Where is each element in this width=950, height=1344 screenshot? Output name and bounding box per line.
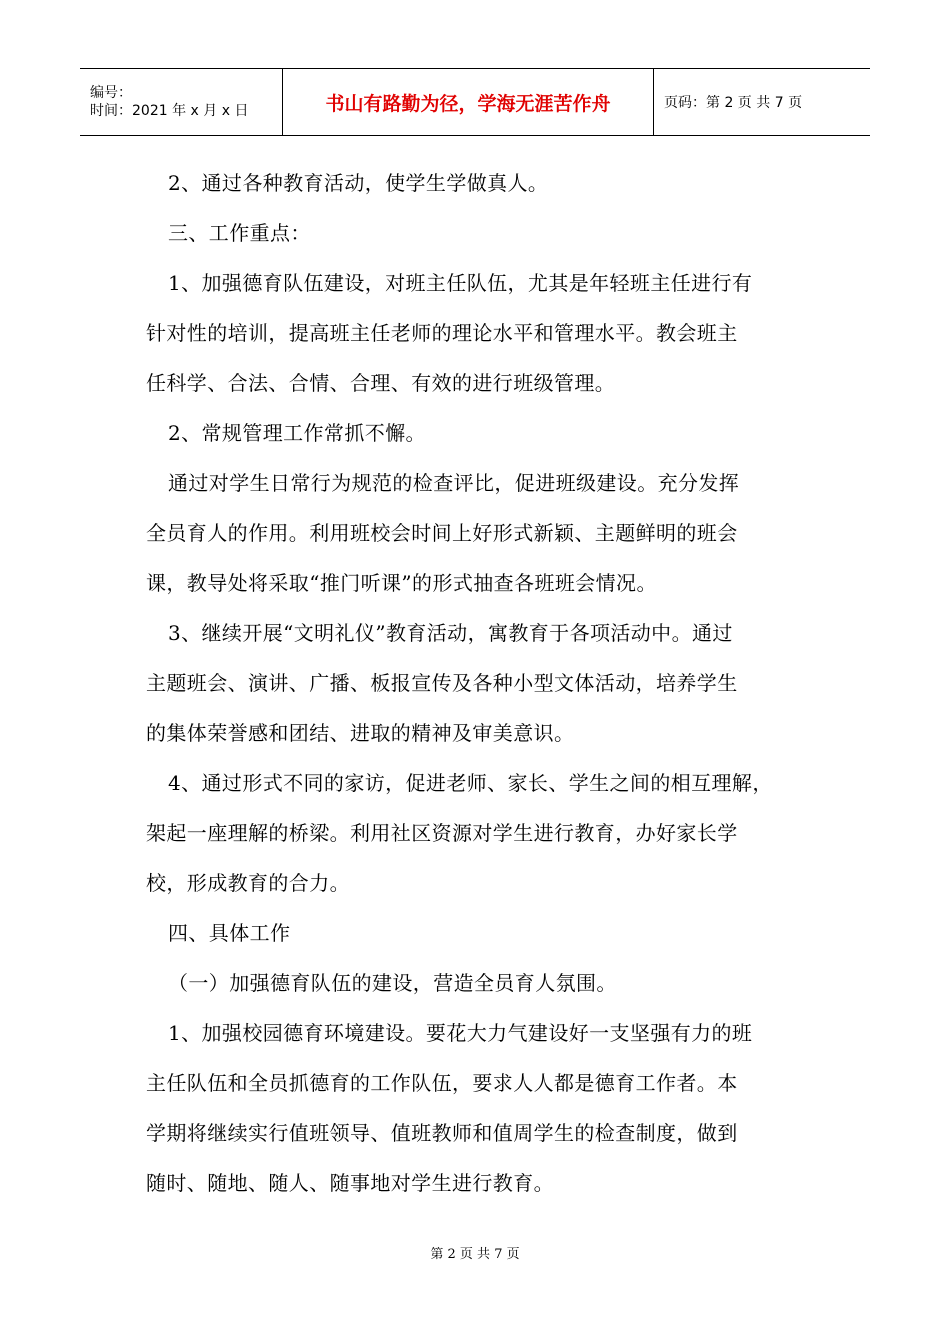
text-line: 架起一座理解的桥梁。利用社区资源对学生进行教育，办好家长学 bbox=[146, 821, 738, 845]
text-line: 4、通过形式不同的家访，促进老师、家长、学生之间的相互理解， bbox=[168, 771, 773, 795]
header-page-info: 页码：第 2 页 共 7 页 bbox=[664, 95, 803, 111]
text-line: 主题班会、演讲、广播、板报宣传及各种小型文体活动，培养学生 bbox=[146, 671, 738, 695]
text-line: 学期将继续实行值班领导、值班教师和值周学生的检查制度，做到 bbox=[146, 1121, 738, 1145]
text-line: 针对性的培训，提高班主任老师的理论水平和管理水平。教会班主 bbox=[146, 321, 738, 345]
text-line: 2、通过各种教育活动，使学生学做真人。 bbox=[168, 171, 549, 195]
serial-number-label: 编号： bbox=[90, 85, 132, 101]
text-line: 任科学、合法、合情、合理、有效的进行班级管理。 bbox=[146, 371, 616, 395]
header-meta bbox=[80, 69, 283, 135]
page-header bbox=[80, 68, 870, 136]
section-heading: 四、具体工作 bbox=[168, 921, 291, 945]
document-body bbox=[146, 158, 810, 1208]
text-line: 1、加强德育队伍建设，对班主任队伍，尤其是年轻班主任进行有 bbox=[168, 271, 753, 295]
text-line: 1、加强校园德育环境建设。要花大力气建设好一支坚强有力的班 bbox=[168, 1021, 753, 1045]
text-line: 的集体荣誉感和团结、进取的精神及审美意识。 bbox=[146, 721, 575, 745]
section-heading: 三、工作重点： bbox=[168, 221, 311, 245]
text-line: 3、继续开展“文明礼仪”教育活动，寓教育于各项活动中。通过 bbox=[168, 621, 733, 645]
text-line: 校，形成教育的合力。 bbox=[146, 871, 350, 895]
text-line: 全员育人的作用。利用班校会时间上好形式新颖、主题鲜明的班会 bbox=[146, 521, 738, 545]
page-footer: 第 2 页 共 7 页 bbox=[430, 1247, 520, 1262]
text-line: 主任队伍和全员抓德育的工作队伍，要求人人都是德育工作者。本 bbox=[146, 1071, 738, 1095]
subsection-heading: （一）加强德育队伍的建设，营造全员育人氛围。 bbox=[168, 971, 617, 995]
date-label: 时间：2021 年 x 月 x 日 bbox=[90, 103, 249, 119]
text-line: 通过对学生日常行为规范的检查评比，促进班级建设。充分发挥 bbox=[168, 471, 740, 495]
text-line: 2、常规管理工作常抓不懈。 bbox=[168, 421, 426, 445]
text-line: 课，教导处将采取“推门听课”的形式抽查各班班会情况。 bbox=[146, 571, 657, 595]
text-line: 随时、随地、随人、随事地对学生进行教育。 bbox=[146, 1171, 554, 1195]
header-motto: 书山有路勤为径，学海无涯苦作舟 bbox=[283, 69, 654, 135]
